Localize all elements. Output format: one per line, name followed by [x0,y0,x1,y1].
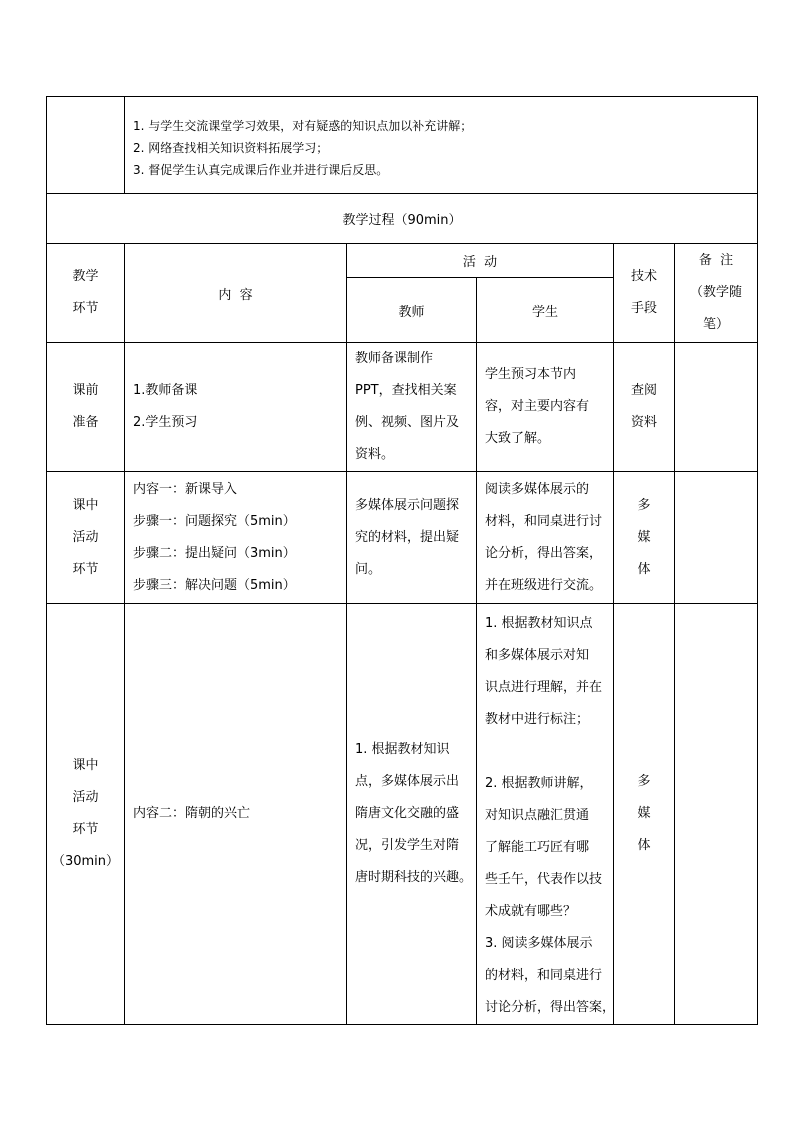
student-line: 教材中进行标注； [485,712,590,727]
header-notes-line: 笔） [702,317,729,332]
stage-line: 课前 [72,383,99,398]
student-line: 和多媒体展示对知 [485,648,590,663]
content-cell [125,472,347,604]
teacher-line: 1. 根据教材知识 [355,742,450,757]
content-line: 内容二：隋朝的兴亡 [133,806,251,821]
tech-line: 媒 [637,529,651,545]
content-line: 步骤三：解决问题（5min） [133,577,296,593]
intro-empty-cell [47,97,125,194]
notes-cell [675,343,758,472]
header-notes [675,244,758,343]
teacher-line: 例、视频、图片及 [355,415,460,430]
student-line: 学生预习本节内 [485,367,577,382]
header-content: 内 容 [125,244,347,343]
teacher-cell [347,604,477,1025]
intro-item: 2. 网络查找相关知识资料拓展学习； [133,141,329,155]
student-line: 术成就有哪些？ [485,904,577,919]
tech-cell [614,604,675,1025]
teacher-line: 问。 [355,561,382,577]
content-line: 2.学生预习 [133,415,198,430]
stage-line: 活动 [72,790,99,805]
student-line: 容，对主要内容有 [485,399,590,414]
tech-line: 体 [637,561,651,577]
header-notes-line: 备 注 [698,253,734,268]
header-student: 学生 [477,278,614,343]
stage-line: 课中 [72,497,99,513]
content-line: 步骤一：问题探究（5min） [133,513,296,529]
header-tech [614,244,675,343]
header-tech-line: 技术 [630,269,657,284]
header-row-1 [47,244,758,278]
student-line: 3. 阅读多媒体展示 [485,936,593,951]
student-line: 识点进行理解，并在 [485,680,603,695]
intro-item: 1. 与学生交流课堂学习效果，对有疑惑的知识点加以补充讲解； [133,119,473,133]
teacher-line: PPT，查找相关案 [355,383,457,398]
teacher-line: 资料。 [355,447,395,462]
stage-cell [47,472,125,604]
content-line: 内容一：新课导入 [133,481,238,497]
stage-line: （30min） [51,854,120,869]
student-line: 材料，和同桌进行讨 [485,513,603,529]
stage-line: 课中 [72,758,99,773]
intro-list [125,97,758,194]
content-cell [125,343,347,472]
stage-line: 准备 [72,415,99,430]
table-row [47,472,758,604]
content-line: 1.教师备课 [133,383,198,398]
header-teacher: 教师 [347,278,477,343]
student-cell [477,472,614,604]
student-line: 些壬午，代表作以技 [485,872,603,887]
stage-line: 环节 [72,561,99,577]
header-stage-line: 环节 [72,301,99,316]
header-activity: 活 动 [347,244,614,278]
teacher-line: 况，引发学生对隋 [355,838,460,853]
tech-line: 媒 [637,806,651,821]
student-line: 2. 根据教师讲解， [485,776,593,791]
teacher-line: 隋唐文化交融的盛 [355,806,460,821]
lesson-plan-table [46,96,758,1025]
student-cell [477,343,614,472]
student-line: 大致了解。 [485,431,551,446]
process-title: 教学过程（90min） [47,194,758,244]
tech-line: 多 [637,774,651,789]
teacher-cell [347,472,477,604]
student-line: 阅读多媒体展示的 [485,481,590,497]
student-line: 的材料，和同桌进行 [485,968,603,983]
tech-line: 多 [637,497,651,513]
tech-line: 资料 [630,415,657,430]
intro-row [47,97,758,194]
teacher-line: 唐时期科技的兴趣。 [355,870,473,885]
intro-item: 3. 督促学生认真完成课后作业并进行课后反思。 [133,163,389,177]
teacher-line: 点，多媒体展示出 [355,774,460,789]
teacher-cell [347,343,477,472]
teacher-line: 究的材料，提出疑 [355,529,460,545]
student-line: 了解能工巧匠有哪 [485,840,590,855]
header-stage [47,244,125,343]
tech-line: 体 [637,838,651,853]
header-stage-line: 教学 [72,269,99,284]
table-row [47,604,758,1025]
content-cell [125,604,347,1025]
teacher-line: 多媒体展示问题探 [355,497,460,513]
notes-cell [675,472,758,604]
header-notes-line: （教学随 [689,285,742,300]
header-tech-line: 手段 [630,301,657,316]
stage-line: 环节 [72,822,99,837]
student-line: 讨论分析，得出答案， [485,1000,616,1015]
student-blank-line [485,736,605,768]
stage-line: 活动 [72,529,99,545]
stage-cell [47,343,125,472]
content-line: 步骤二：提出疑问（3min） [133,545,296,561]
stage-cell [47,604,125,1025]
student-cell [477,604,614,1025]
tech-line: 查阅 [630,383,657,398]
student-line: 1. 根据教材知识点 [485,616,593,631]
process-title-row [47,194,758,244]
tech-cell [614,472,675,604]
notes-cell [675,604,758,1025]
teacher-line: 教师备课制作 [355,351,434,366]
tech-cell [614,343,675,472]
student-line: 对知识点融汇贯通 [485,808,590,823]
student-line: 并在班级进行交流。 [485,577,603,593]
student-line: 论分析，得出答案， [485,545,603,561]
table-row [47,343,758,472]
